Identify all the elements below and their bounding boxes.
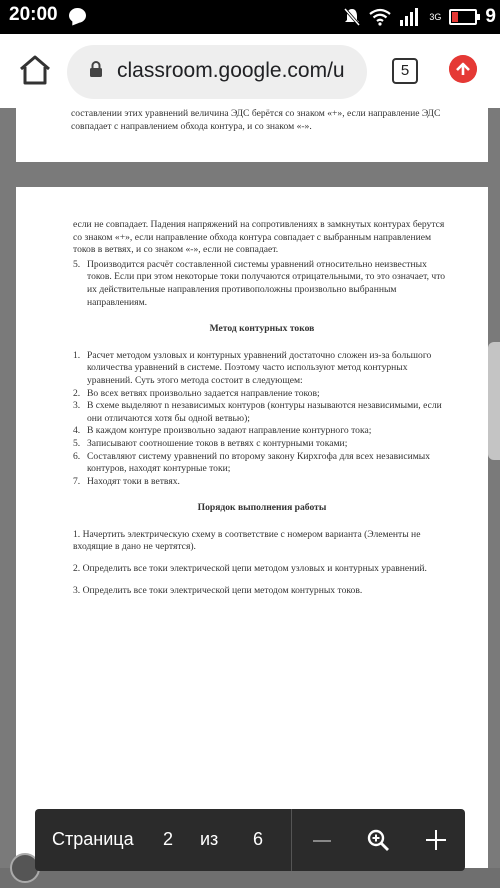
tab-switcher-button[interactable]: 5 xyxy=(392,58,418,84)
home-icon[interactable] xyxy=(18,54,52,86)
procedure-item: 3. Определить все токи электрической цепи методом контурных токов. xyxy=(73,584,363,596)
list-item xyxy=(73,476,451,489)
procedure-item: 1. Начертить электрическую схему в соответствие с номером варианта (Элементы не входящие в дано не чертятся). xyxy=(73,528,421,553)
list-item-text: В каждом контуре произвольно задают направление контурного тока; xyxy=(87,425,372,437)
status-bar xyxy=(0,0,500,34)
list-item-number: 2. xyxy=(73,387,81,399)
address-bar[interactable] xyxy=(67,45,367,99)
list-item-text: Во всех ветвях произвольно задается направление токов; xyxy=(87,387,320,399)
list-item xyxy=(73,350,451,388)
current-page-number[interactable]: 2 xyxy=(163,829,174,849)
zoom-in-icon[interactable] xyxy=(426,830,446,850)
message-notification-icon xyxy=(69,8,86,23)
browser-toolbar xyxy=(0,34,500,108)
zoom-out-icon[interactable] xyxy=(313,840,331,842)
list-item xyxy=(73,400,451,425)
signal-icon xyxy=(399,8,421,26)
mute-icon xyxy=(343,7,361,27)
page2-content xyxy=(73,219,451,606)
heading-method: Метод контурных токов xyxy=(209,323,315,335)
divider xyxy=(291,809,292,871)
list-item-text: Производится расчёт составленной системы уравнений относительно неизвестных токов. Если при этом некоторые токи получаются отрицательными, то это означает, что их действительные направления противоположны произвольно выбранным направлениям. xyxy=(87,258,446,308)
list-item xyxy=(73,388,451,401)
network-type: 3G xyxy=(429,12,442,22)
update-icon[interactable] xyxy=(449,55,477,83)
list-item-text: Находят токи в ветвях. xyxy=(87,475,180,487)
method-steps-list xyxy=(73,350,451,489)
list-item xyxy=(73,438,451,451)
page2-intro: если не совпадает. Падения напряжений на сопротивлениях в замкнутых контурах берутся со знаком «+», если направление обхода контура совпадает с выбранным направлением токов в ветвях, и со знаком «-», если не совпадает. xyxy=(73,219,445,256)
page-navigation-bar xyxy=(35,809,465,871)
zoom-reset-icon[interactable] xyxy=(367,829,389,851)
heading-procedure: Порядок выполнения работы xyxy=(197,502,327,514)
scrollbar-thumb[interactable] xyxy=(488,342,500,460)
list-item-number: 6. xyxy=(73,450,81,462)
list-item xyxy=(73,425,451,438)
page1-text: составлении этих уравнений величина ЭДС берётся со знаком «+», если направление ЭДС совпадает с направлением обхода контура, и со знаком «-». xyxy=(71,108,441,132)
rule-list xyxy=(73,259,451,309)
document-page-1 xyxy=(16,108,488,162)
list-item-number: 5. xyxy=(73,437,81,449)
list-item xyxy=(73,259,451,309)
battery-level: 9 xyxy=(485,6,496,27)
wifi-icon xyxy=(369,8,391,26)
page-label: Страница xyxy=(52,829,134,849)
list-item xyxy=(73,451,451,476)
procedure-list xyxy=(73,529,451,597)
list-item-number: 1. xyxy=(73,349,81,361)
list-item-number: 5. xyxy=(73,258,81,270)
list-item-number: 4. xyxy=(73,425,81,437)
bottom-strip xyxy=(0,868,500,888)
total-pages: 6 xyxy=(253,829,264,849)
status-time: 20:00 xyxy=(9,4,58,25)
status-icons xyxy=(343,3,496,31)
list-item-text: Записывают соотношение токов в ветвях с контурными токами; xyxy=(87,437,348,449)
list-item-text: Расчет методом узловых и контурных уравнений достаточно сложен из-за большого количества уравнений в системе. Поэтому часто используют метод контурных уравнений. Суть этого метода состоит в следующем: xyxy=(87,349,432,386)
document-page-2 xyxy=(16,187,488,887)
list-item-text: В схеме выделяют n независимых контуров (контуры называются независимыми, если они отличаются хотя бы одной ветвью); xyxy=(87,400,442,424)
procedure-item: 2. Определить все токи электрической цепи методом узловых и контурных уравнений. xyxy=(73,563,427,575)
battery-icon xyxy=(449,9,477,25)
list-item-text: Составляют систему уравнений по второму закону Кирхгофа для всех независимых контуров, находят контурные токи; xyxy=(87,450,431,475)
page-of-label: из xyxy=(200,829,219,849)
list-item-number: 3. xyxy=(73,400,81,412)
url-text[interactable]: classroom.google.com/u xyxy=(117,59,345,82)
lock-icon xyxy=(89,61,103,77)
document-viewer[interactable] xyxy=(0,108,500,888)
list-item-number: 7. xyxy=(73,475,81,487)
